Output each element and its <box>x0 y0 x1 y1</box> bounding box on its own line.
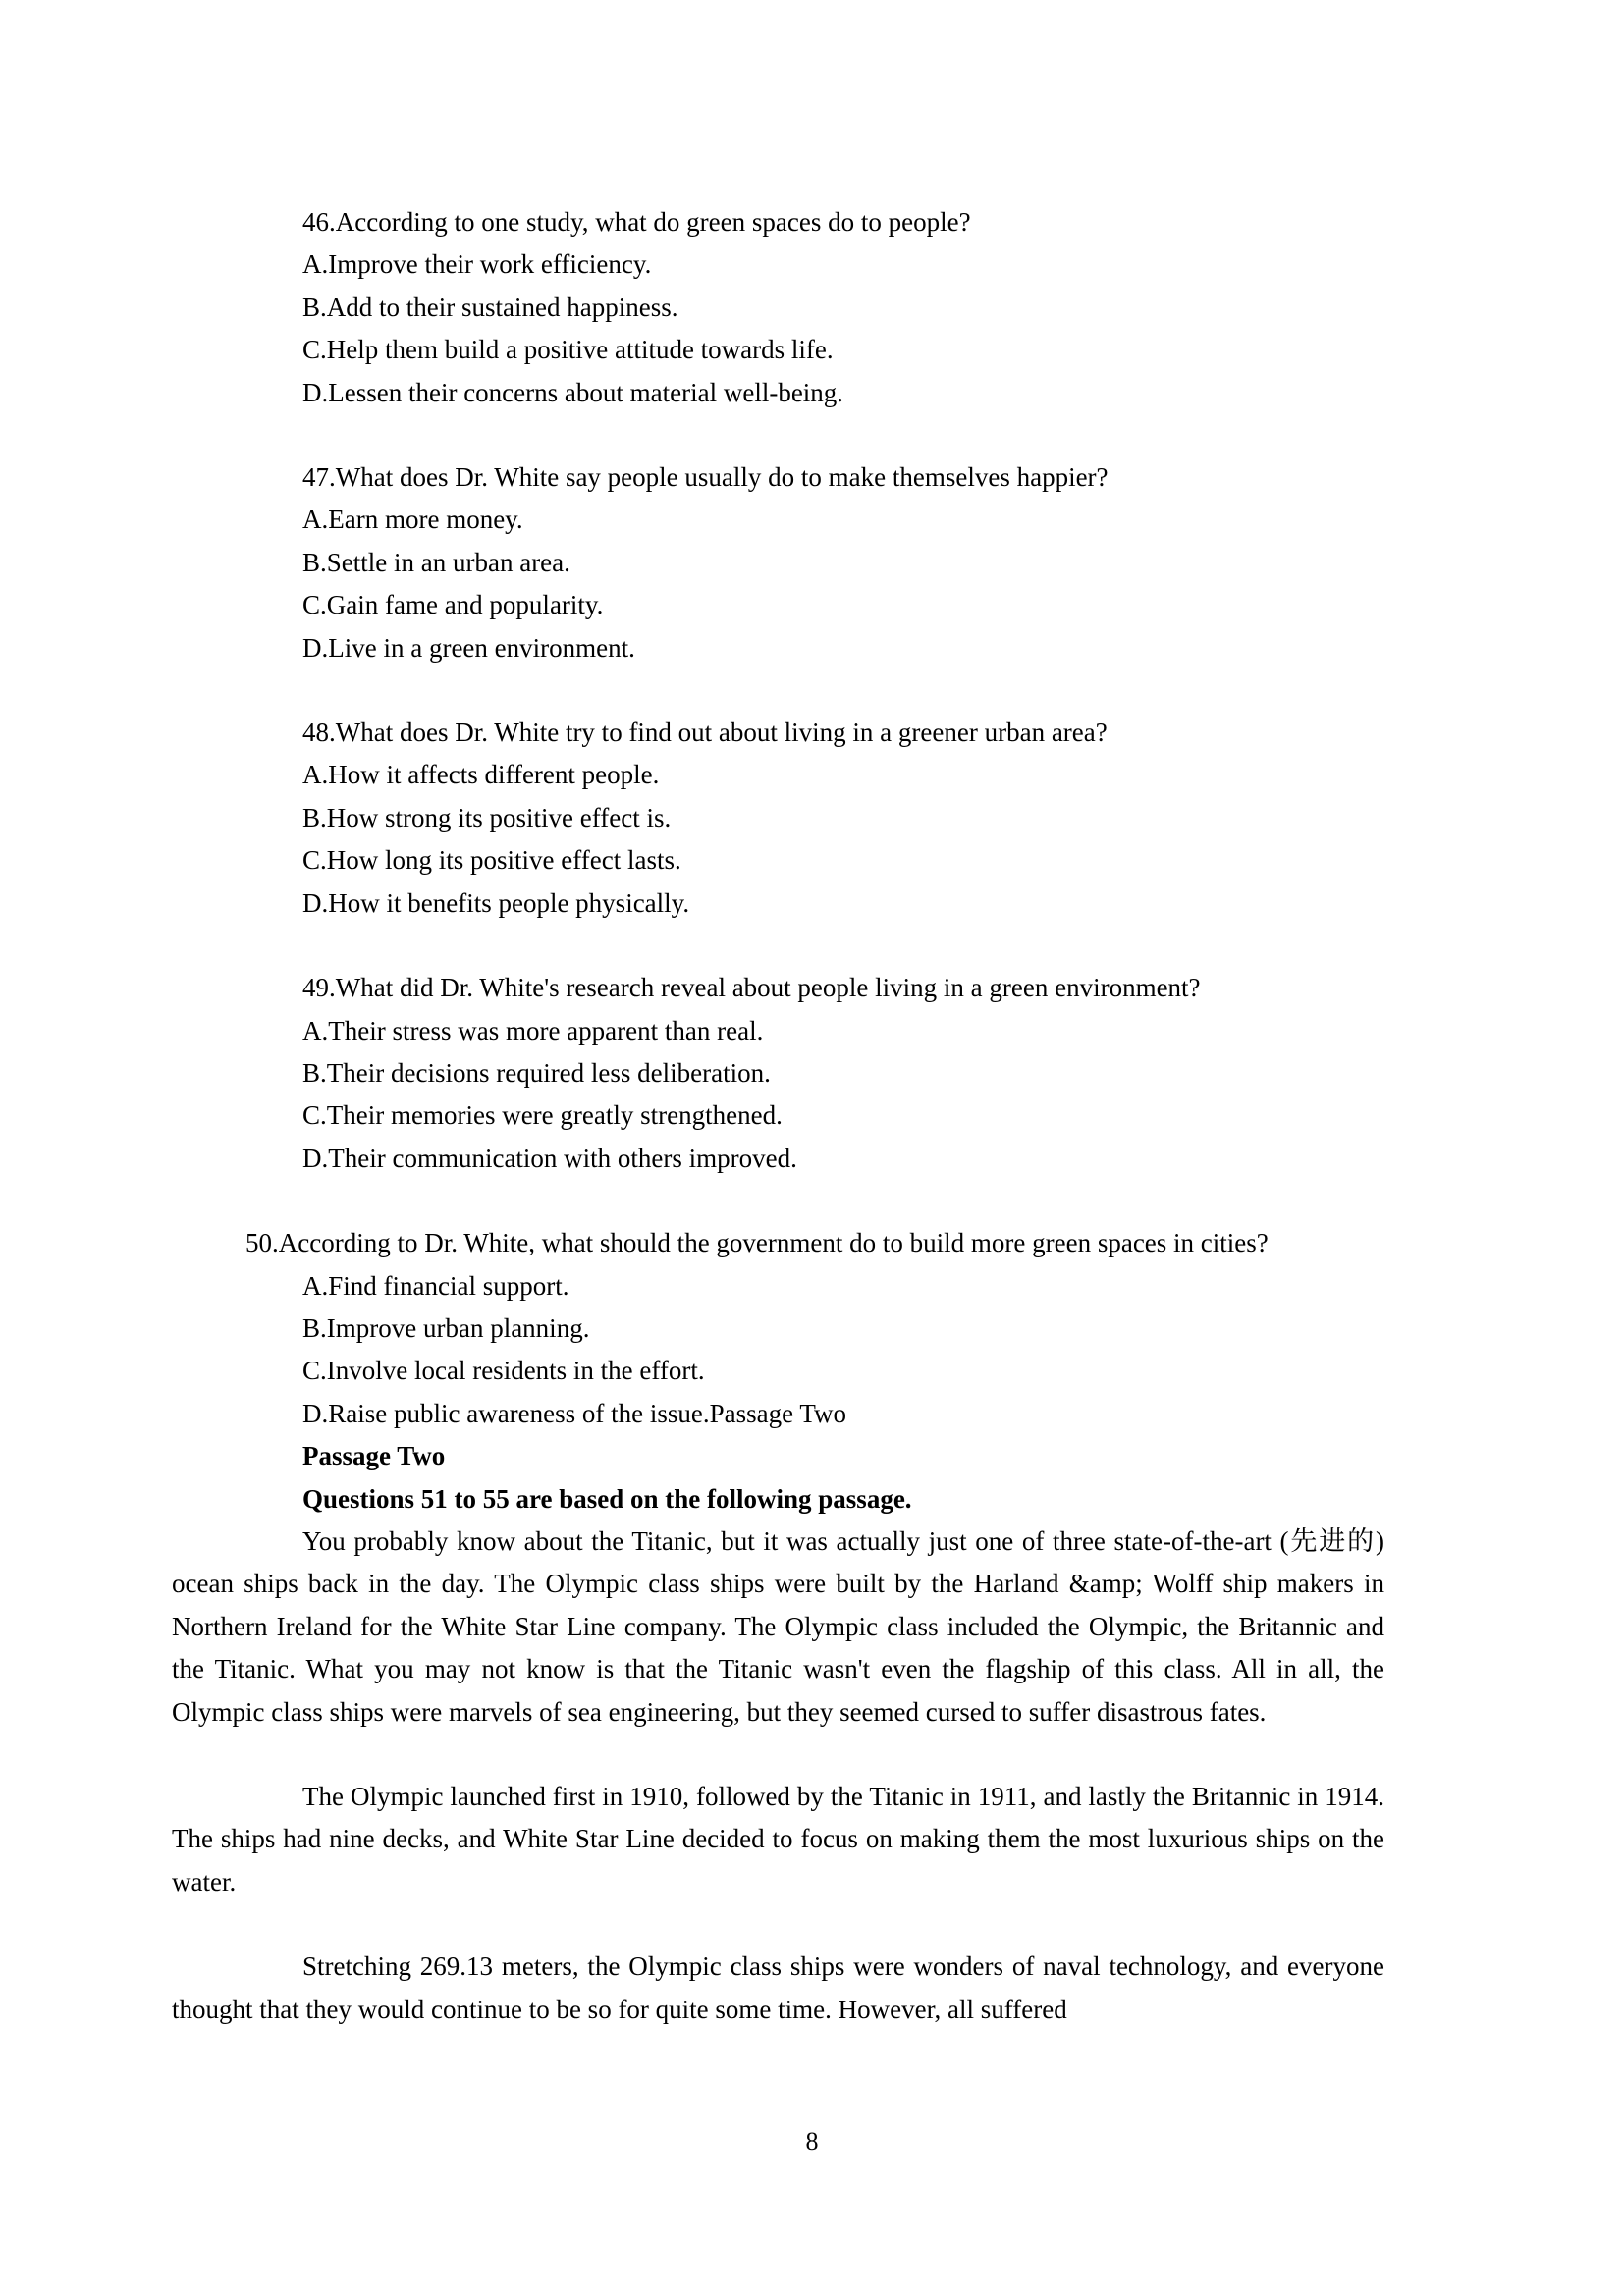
question-47-option-D: D.Live in a green environment. <box>302 632 635 663</box>
question-46-option-D: D.Lessen their concerns about material well-being. <box>302 377 844 407</box>
question-stem: 48.What does Dr. White try to find out about living in a greener urban area? <box>302 718 1108 748</box>
question-stem: 49.What did Dr. White's research reveal about people living in a green environment? <box>302 973 1201 1003</box>
question-50-option-D: D.Raise public awareness of the issue.Passage Two <box>302 1398 846 1428</box>
question-48-option-D: D.How it benefits people physically. <box>302 887 690 918</box>
passage-paragraph-2: The Olympic launched first in 1910, followed by the Titanic in 1911, and lastly the Britannic in 1914. The ships had nine decks, and White Star Line decided to focus on making them the most luxurious ships on the water. <box>172 1782 1384 1896</box>
question-46-option-A: A.Improve their work efficiency. <box>302 249 652 280</box>
question-block <box>172 967 1384 1180</box>
question-50-option-A: A.Find financial support. <box>302 1270 569 1301</box>
passage-two-heading: Passage Two <box>302 1441 446 1471</box>
question-47-option-C: C.Gain fame and popularity. <box>302 590 604 620</box>
question-50-option-C: C.Involve local residents in the effort. <box>302 1356 705 1386</box>
question-48-option-B: B.How strong its positive effect is. <box>302 802 672 832</box>
question-49-option-B: B.Their decisions required less deliberation. <box>302 1057 771 1088</box>
question-47-option-B: B.Settle in an urban area. <box>302 547 570 577</box>
page-number: 8 <box>805 2127 819 2156</box>
question-47-option-A: A.Earn more money. <box>302 505 523 535</box>
question-46-option-C: C.Help them build a positive attitude towards life. <box>302 335 834 365</box>
question-48-option-A: A.How it affects different people. <box>302 760 660 790</box>
question-stem: 50.According to Dr. White, what should the government do to build more green spaces in cities? <box>245 1228 1269 1258</box>
question-49-option-C: C.Their memories were greatly strengthened. <box>302 1100 783 1131</box>
question-block <box>172 712 1384 925</box>
question-50-option-B: B.Improve urban planning. <box>302 1312 590 1343</box>
questions-section <box>172 201 1384 1435</box>
question-stem: 47.What does Dr. White say people usually do to make themselves happier? <box>302 462 1109 493</box>
passage-paragraph-1: You probably know about the Titanic, but it was actually just one of three state-of-the-art (先进的) ocean ships back in the day. The Olympic class ships were built by the Harland &amp; Wolff ship makers in Northern Ireland for the White Star Line company. The Olympic class included the Olympic, the Britannic and the Titanic. What you may not know is that the Titanic wasn't even the flagship of this class. All in all, the Olympic class ships were marvels of sea engineering, but they seemed cursed to suffer disastrous fates. <box>172 1525 1384 1727</box>
passage-paragraph-3: Stretching 269.13 meters, the Olympic class ships were wonders of naval technology, and everyone thought that they would continue to be so for quite some time. However, all suffered <box>172 1951 1384 2024</box>
question-46-option-B: B.Add to their sustained happiness. <box>302 292 678 322</box>
question-49-option-D: D.Their communication with others improved. <box>302 1143 797 1173</box>
question-48-option-C: C.How long its positive effect lasts. <box>302 845 681 876</box>
passage-two-subheading: Questions 51 to 55 are based on the following passage. <box>302 1483 912 1514</box>
question-block <box>172 201 1384 414</box>
question-block <box>172 1222 1384 1435</box>
question-block <box>172 456 1384 669</box>
passage-two-section <box>172 1435 1384 2031</box>
question-49-option-A: A.Their stress was more apparent than real. <box>302 1015 764 1045</box>
question-stem: 46.According to one study, what do green spaces do to people? <box>302 207 971 237</box>
